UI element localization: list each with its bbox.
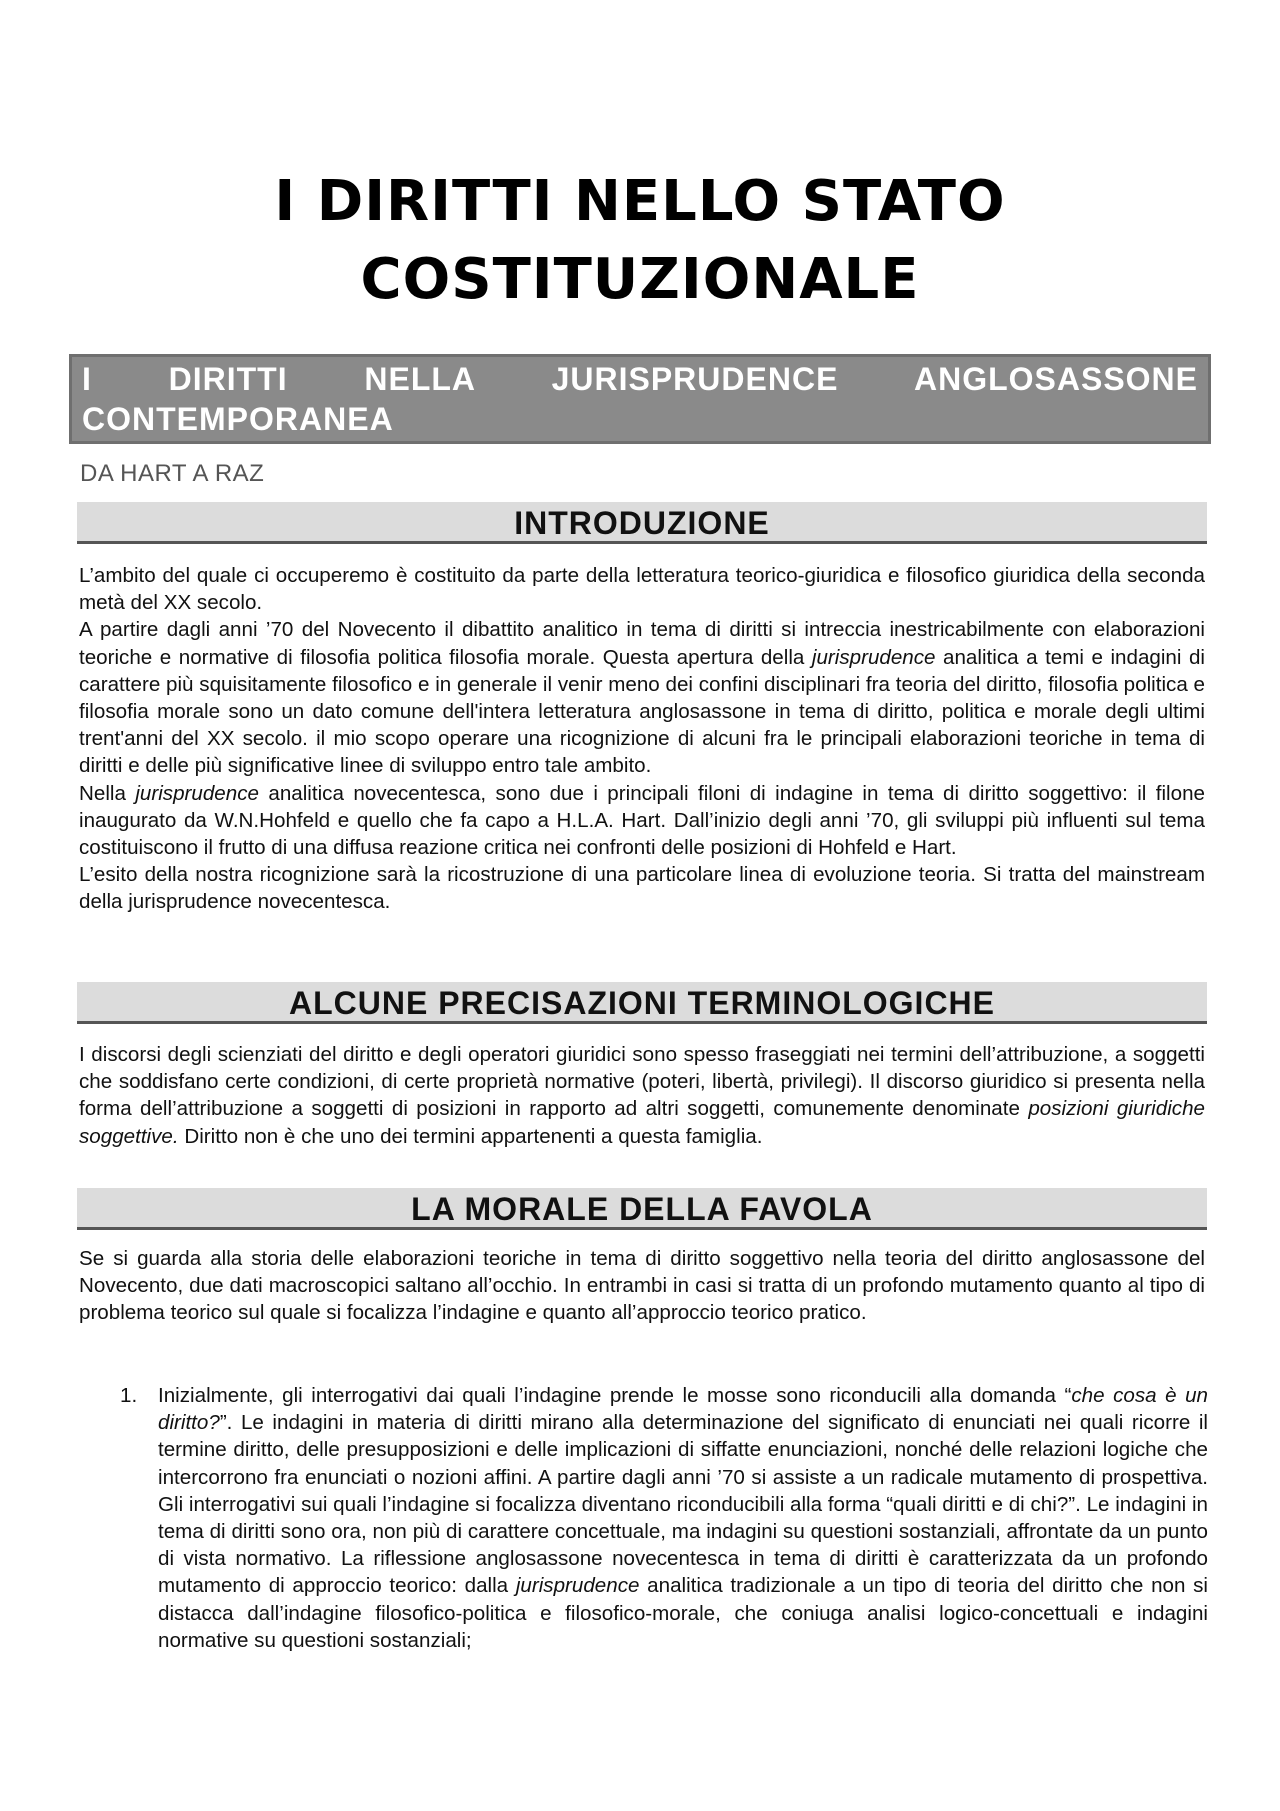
paragraph: L’esito della nostra ricognizione sarà la ricostruzione di una particolare linea di evoluzione teoria. Si tratta del mainstream della jurisprudence novecentesca. <box>79 863 1205 914</box>
paragraph: I discorsi degli scienziati del diritto e degli operatori giuridici sono spesso fraseggiati nei termini dell’attribuzione, a soggetti che soddisfano certe condizioni, di certe proprietà normative (poteri, libertà, privilegi). Il discorso giuridico si presenta nella forma dell’attribuzione a soggetti di posizioni in rapporto ad altri soggetti, comunemente denominate posizioni giuridiche soggettive. Diritto non è che uno dei termini appartenenti a questa famiglia. <box>79 1043 1205 1148</box>
list-item-number: 1. <box>120 1384 138 1407</box>
paragraph: A partire dagli anni ’70 del Novecento il dibattito analitico in tema di diritti si intreccia inestricabilmente con elaborazioni teoriche e normative di filosofia politica filosofia morale. Questa apertura della jurisprudence analitica a temi e indagini di carattere più squisitamente filosofico e in generale il venir meno dei confini disciplinari fra teoria del diritto, filosofia politica e filosofia morale sono un dato comune dell'intera letteratura anglosassone in tema di diritto, politica e morale degli ultimi trent'anni del XX secolo. il mio scopo operare una ricognizione di alcuni fra le principali elaborazioni teoriche in tema di diritti e delle più significative linee di sviluppo entro tale ambito. <box>79 618 1205 778</box>
paragraph: Se si guarda alla storia delle elaborazioni teoriche in tema di diritto soggettivo nella teoria del diritto anglosassone del Novecento, due dati macroscopici saltano all’occhio. In entrambi in casi si tratta di un profondo mutamento quanto al tipo di problema teorico sul quale si focalizza l’indagine e quanto all’approccio teorico pratico. <box>79 1247 1205 1325</box>
section-body-introduzione <box>79 562 1205 916</box>
section-heading-text: LA MORALE DELLA FAVOLA <box>411 1191 873 1227</box>
section-heading-text: INTRODUZIONE <box>514 505 770 541</box>
section-heading-precisazioni <box>77 982 1207 1024</box>
section-body-morale <box>79 1245 1205 1327</box>
chapter-title: I DIRITTI NELLA JURISPRUDENCE ANGLOSASSONE CONTEMPORANEA <box>82 361 1198 437</box>
chapter-subtitle: DA HART A RAZ <box>80 460 265 487</box>
paragraph: L’ambito del quale ci occuperemo è costituito da parte della letteratura teorico-giuridica e filosofico giuridica della seconda metà del XX secolo. <box>79 564 1205 615</box>
section-heading-text: ALCUNE PRECISAZIONI TERMINOLOGICHE <box>288 985 995 1021</box>
document-title-line-2: COSTITUZIONALE <box>360 247 920 312</box>
section-body-precisazioni <box>79 1041 1205 1150</box>
paragraph: Nella jurisprudence analitica novecentesca, sono due i principali filoni di indagine in tema di diritto soggettivo: il filone inaugurato da W.N.Hohfeld e quello che fa capo a H.L.A. Hart. Dall’inizio degli anni ’70, gli sviluppi più influenti sul tema costituiscono il frutto di una diffusa reazione critica nei confronti delle posizioni di Hohfeld e Hart. <box>79 781 1205 860</box>
document-title-line-1: I DIRITTI NELLO STATO <box>274 169 1006 234</box>
document-title <box>150 163 1130 319</box>
section-heading-morale <box>77 1188 1207 1230</box>
chapter-banner <box>69 354 1211 444</box>
section-heading-introduzione <box>77 502 1207 544</box>
list-item: 1. Inizialmente, gli interrogativi dai quali l’indagine prende le mosse sono riconducili alla domanda “che cosa è un diritto?”. Le indagini in materia di diritti mirano alla determinazione del significato di enunciati nei quali ricorre il termine diritto, delle presupposizioni e delle implicazioni di siffatte enunciazioni, nonché delle relazioni logiche che intercorrono fra enunciati o nozioni affini. A partire dagli anni ’70 si assiste a un radicale mutamento di prospettiva. Gli interrogativi sui quali l’indagine si focalizza diventano riconducibili alla forma “quali diritti e di chi?”. Le indagini in tema di diritti sono ora, non più di carattere concettuale, ma indagini su questioni sostanziali, affrontate da un punto di vista normativo. La riflessione anglosassone novecentesca in tema di diritti è caratterizzata da un profondo mutamento di approccio teorico: dalla jurisprudence analitica tradizionale a un tipo di teoria del diritto che non si distacca dall’indagine filosofico-politica e filosofico-morale, che coniuga analisi logico-concettuali e indagini normative su questioni sostanziali; <box>120 1384 1209 1652</box>
numbered-list <box>120 1382 1208 1654</box>
